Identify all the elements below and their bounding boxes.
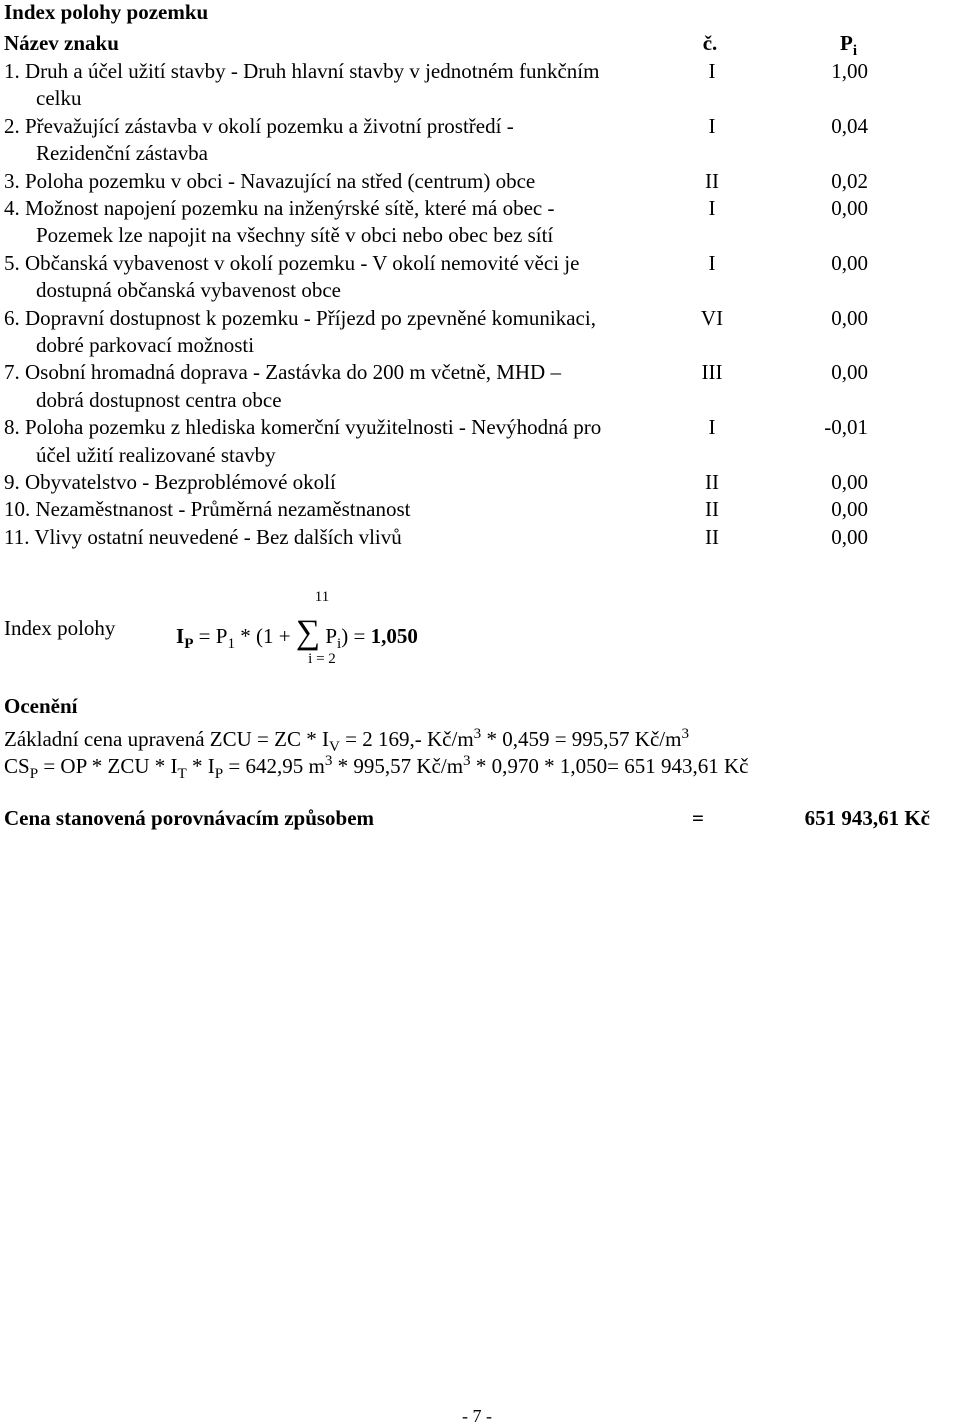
column-header-cislo: č. (702, 31, 718, 55)
row-value: 1,00 (831, 59, 868, 83)
oceneni-heading: Ocenění (4, 694, 78, 718)
row-value: 0,00 (831, 305, 868, 330)
row-name: 5. Občanská vybavenost v okolí pozemku - V okolí nemovité věci je (4, 250, 580, 275)
cena-equals: = (692, 806, 704, 830)
sum-upper-limit: 11 (314, 589, 330, 605)
row-cislo: I (708, 250, 716, 275)
row-cislo: I (708, 415, 716, 440)
row-value: 0,00 (831, 524, 868, 549)
row-name-continued: dobrá dostupnost centra obce (36, 387, 282, 412)
cena-value: 651 943,61 Kč (804, 806, 930, 830)
row-value: -0,01 (824, 415, 868, 440)
row-cislo: VI (700, 305, 724, 330)
row-cislo: I (708, 59, 716, 83)
row-name-continued: dobré parkovací možnosti (36, 333, 255, 357)
csp-line: $CS_P$ = OP * ZCU * $I_T * I_P = 642,95$ $m^3 * 995,57$ $Kč/m^3 * 0,970 * 1,050= 651$ 943,61 Kč (4, 753, 749, 783)
row-cislo: III (701, 360, 723, 385)
row-name: 1. Druh a účel užití stavby - Druh hlavní stavby v jednotném funkčním (4, 59, 600, 83)
row-value: 0,00 (831, 250, 868, 275)
formula-result: 1,050 (370, 624, 418, 648)
row-name-continued: dostupná občanská vybavenost obce (36, 278, 342, 303)
row-value: 0,00 (831, 196, 868, 220)
row-name: 9. Obyvatelstvo - Bezproblémové okolí (4, 470, 336, 494)
row-cislo: I (708, 113, 716, 138)
row-name-continued: Rezidenční zástavba (36, 141, 208, 166)
row-name: 6. Dopravní dostupnost k pozemku - Příjezd po zpevněné komunikaci, (4, 305, 596, 330)
sum-lower-limit: i = 2 (308, 651, 336, 667)
row-value: 0,02 (831, 168, 868, 193)
row-cislo: II (705, 168, 719, 193)
row-cislo: I (708, 196, 716, 220)
page-title: Index polohy pozemku (4, 0, 209, 24)
row-name: 4. Možnost napojení pozemku na inženýrské sítě, které má obec - (4, 196, 555, 220)
row-cislo: II (705, 470, 719, 494)
sum-icon: ∑ (295, 614, 321, 651)
column-header-name: Název znaku (4, 31, 119, 55)
row-cislo: II (705, 497, 719, 522)
zcu-line: Základní cena upravená ZCU = ZC * $I_V = 2$ 169,- $Kč/m^3 * 0,459 = 995,57$ $Kč/m^3$ (4, 726, 690, 756)
formula-label: Index polohy (4, 616, 116, 640)
row-value: 0,00 (831, 360, 868, 385)
row-name-continued: účel užití realizované stavby (36, 442, 276, 467)
row-name-continued: celku (36, 86, 82, 111)
row-name: 3. Poloha pozemku v obci - Navazující na střed (centrum) obce (4, 168, 536, 193)
row-value: 0,00 (831, 497, 868, 522)
row-name: 11. Vlivy ostatní neuvedené - Bez dalších vlivů (4, 524, 402, 549)
row-name: 7. Osobní hromadná doprava - Zastávka do 200 m včetně, MHD – (4, 360, 561, 385)
cena-label: Cena stanovená porovnávacím způsobem (4, 806, 375, 830)
index-formula: $I_P = P_1 * (1$ + ∑ $P_i) = 1,050$ (176, 614, 418, 653)
row-name: 8. Poloha pozemku z hlediska komerční využitelnosti - Nevýhodná pro (4, 415, 602, 440)
page-number: - 7 - (462, 1406, 492, 1426)
row-cislo: II (705, 524, 719, 549)
row-name: 10. Nezaměstnanost - Průměrná nezaměstnanost (4, 497, 411, 522)
column-header-p: $P_i$ (840, 31, 858, 60)
row-name: 2. Převažující zástavba v okolí pozemku a životní prostředí - (4, 113, 514, 138)
row-name-continued: Pozemek lze napojit na všechny sítě v obci nebo obec bez sítí (36, 223, 554, 248)
row-value: 0,04 (831, 113, 868, 138)
row-value: 0,00 (831, 470, 868, 494)
